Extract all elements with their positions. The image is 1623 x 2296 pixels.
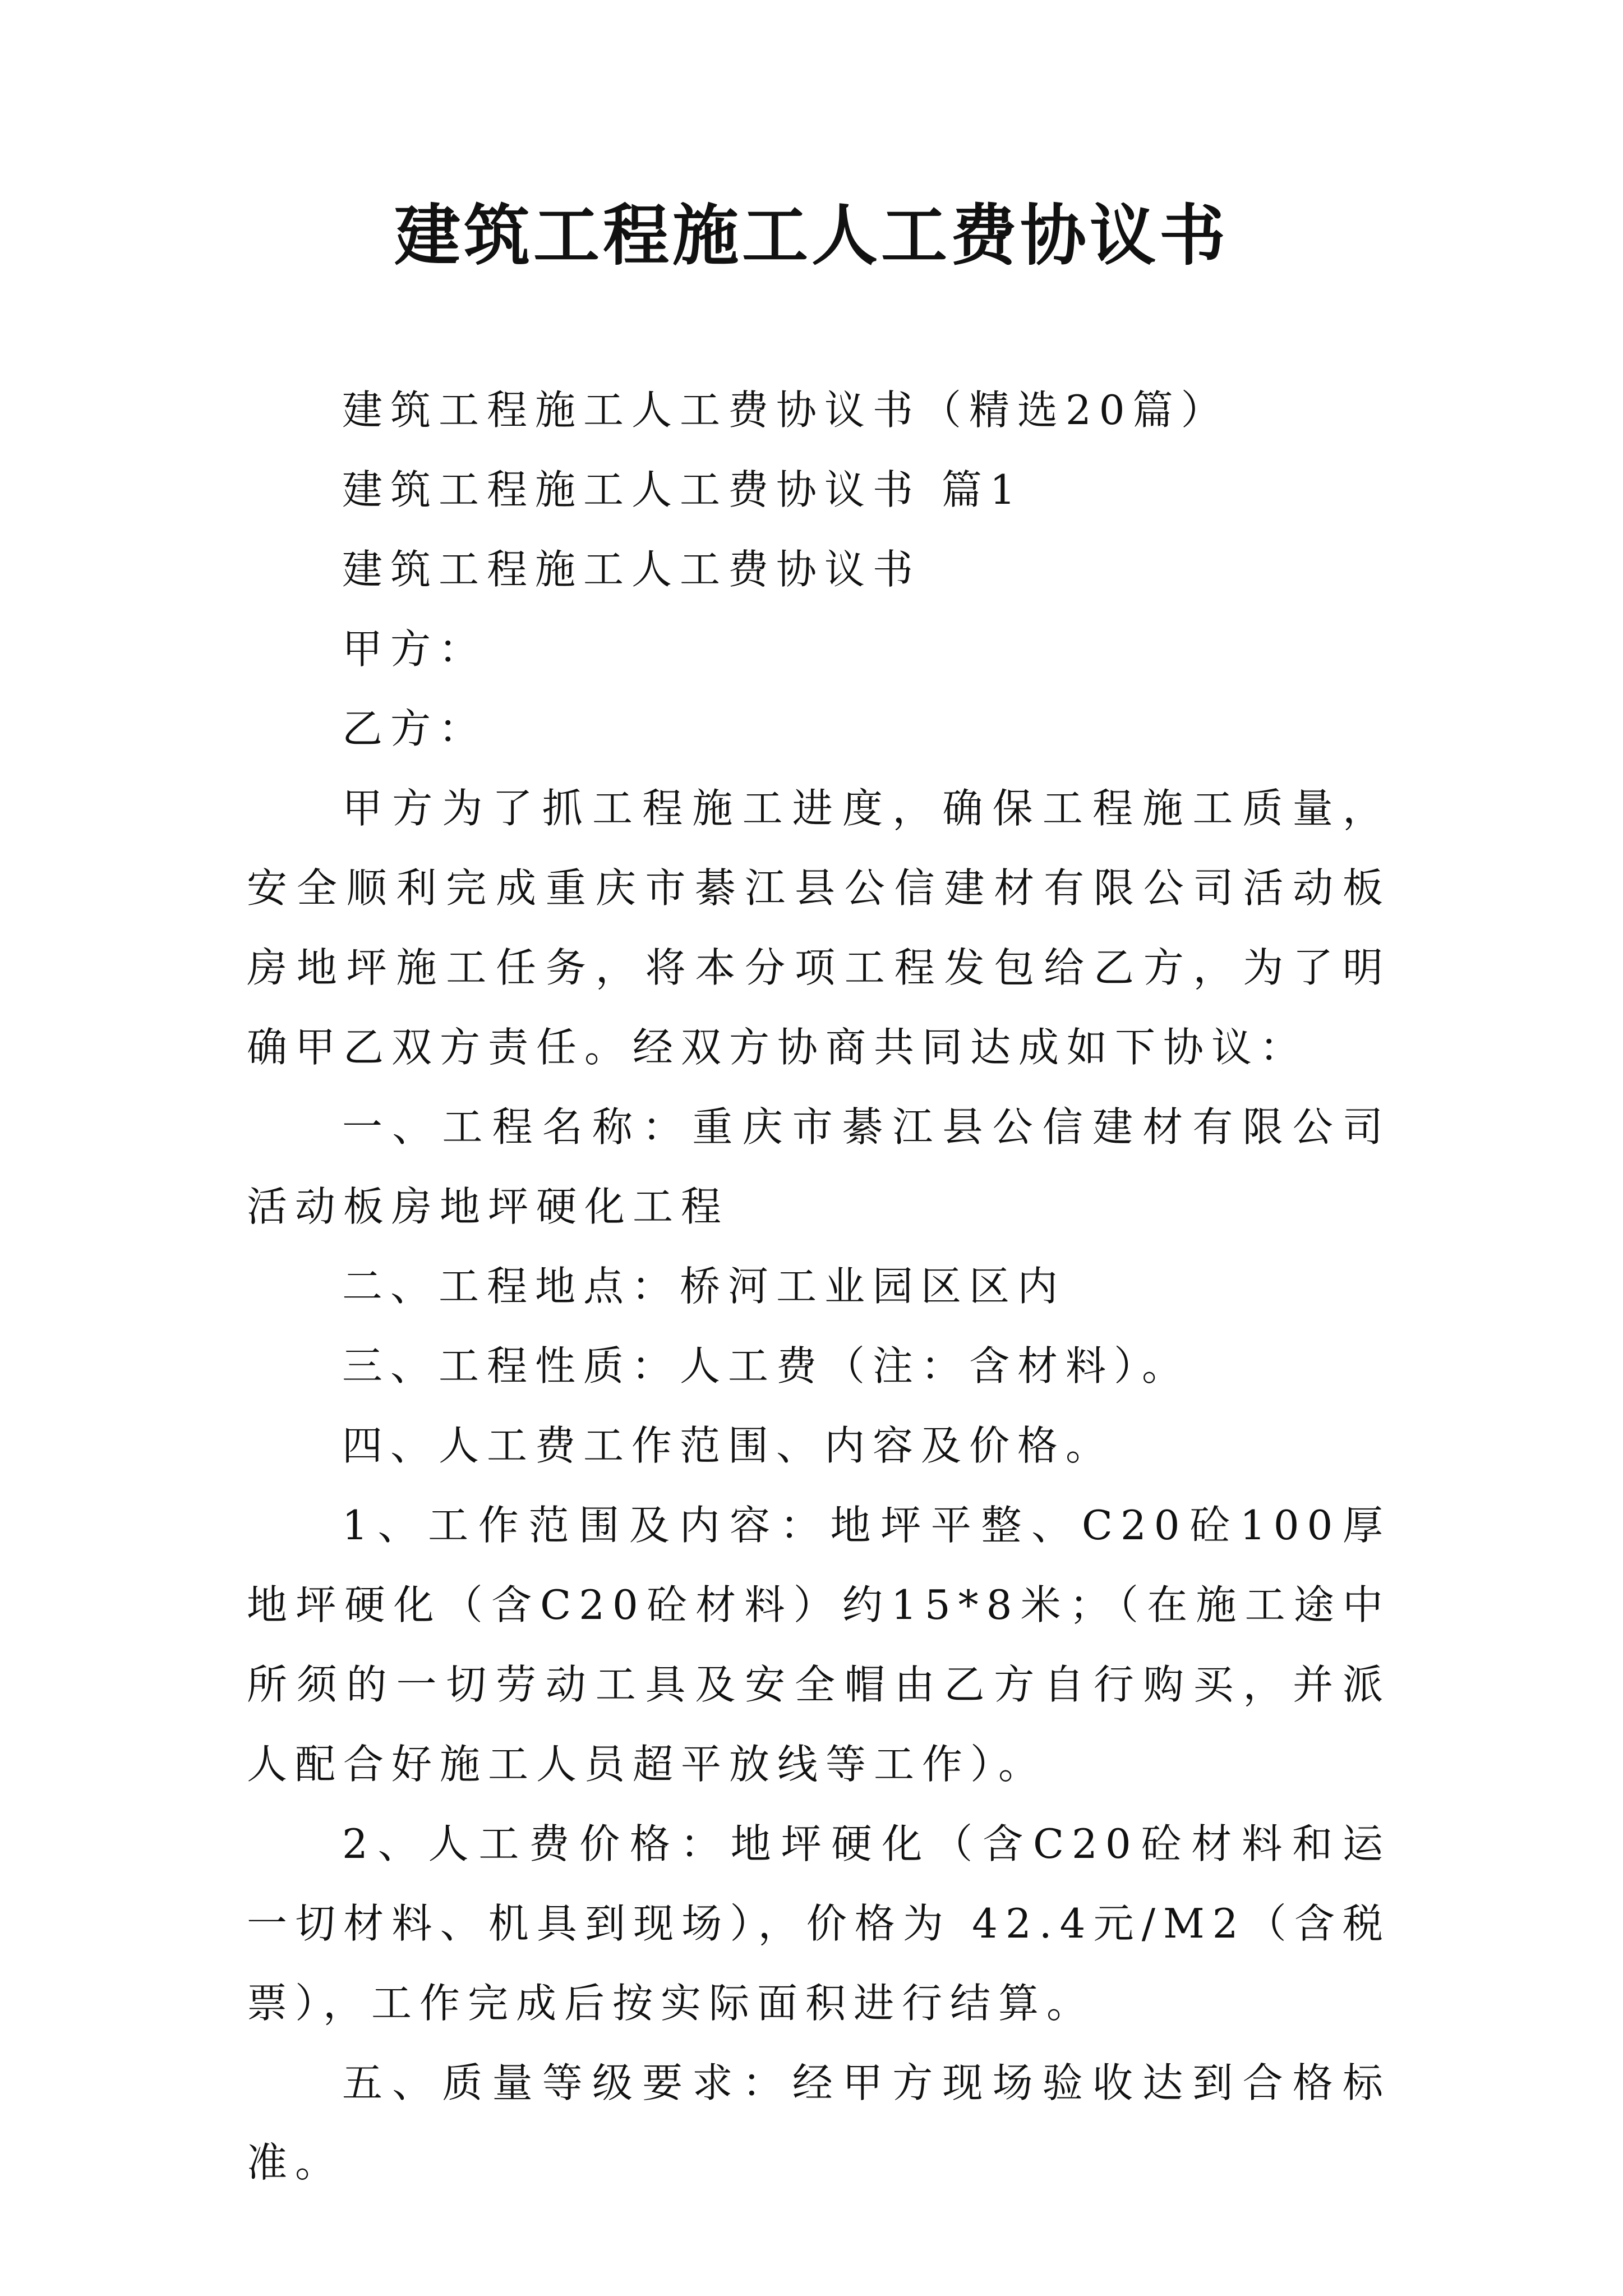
- paragraph-preamble: 甲方为了抓工程施工进度，确保工程施工质量，安全顺利完成重庆市綦江县公信建材有限公司活动板房地坪施工任务，将本分项工程发包给乙方，为了明确甲乙双方责任。经双方协商共同达成如下协议：: [247, 785, 1391, 1071]
- paragraph-party-a: 甲方：: [342, 625, 487, 673]
- paragraph-project-name: 一、工程名称：重庆市綦江县公信建材有限公司活动板房地坪硬化工程: [247, 1103, 1391, 1230]
- paragraph-scope-heading: 四、人工费工作范围、内容及价格。: [342, 1422, 1114, 1469]
- paragraph-project-location: 二、工程地点：桥河工业园区区内: [342, 1263, 1066, 1310]
- paragraph-collection-title: 建筑工程施工人工费协议书（精选20篇）: [342, 386, 1229, 434]
- paragraph-labor-price: 2、人工费价格：地坪硬化（含C20砼材料和运一切材料、机具到现场），价格为 42.4元/M2（含税票），工作完成后按实际面积进行结算。: [247, 1820, 1391, 2027]
- document-body: [247, 370, 1391, 2202]
- paragraph-quality-requirement: 五、质量等级要求：经甲方现场验收达到合格标准。: [247, 2059, 1391, 2186]
- paragraph-agreement-title: 建筑工程施工人工费协议书: [342, 546, 921, 593]
- document-title: 建筑工程施工人工费协议书: [394, 196, 1229, 274]
- paragraph-party-b: 乙方：: [342, 705, 487, 752]
- paragraph-project-nature: 三、工程性质：人工费（注：含材料）。: [342, 1342, 1191, 1389]
- paragraph-article-heading: 建筑工程施工人工费协议书 篇1: [342, 466, 1023, 513]
- paragraph-scope-content: 1、工作范围及内容：地坪平整、C20砼100厚地坪硬化（含C20砼材料）约15*8米；（在施工途中所须的一切劳动工具及安全帽由乙方自行购买，并派人配合好施工人员超平放线等工作）。: [247, 1502, 1391, 1788]
